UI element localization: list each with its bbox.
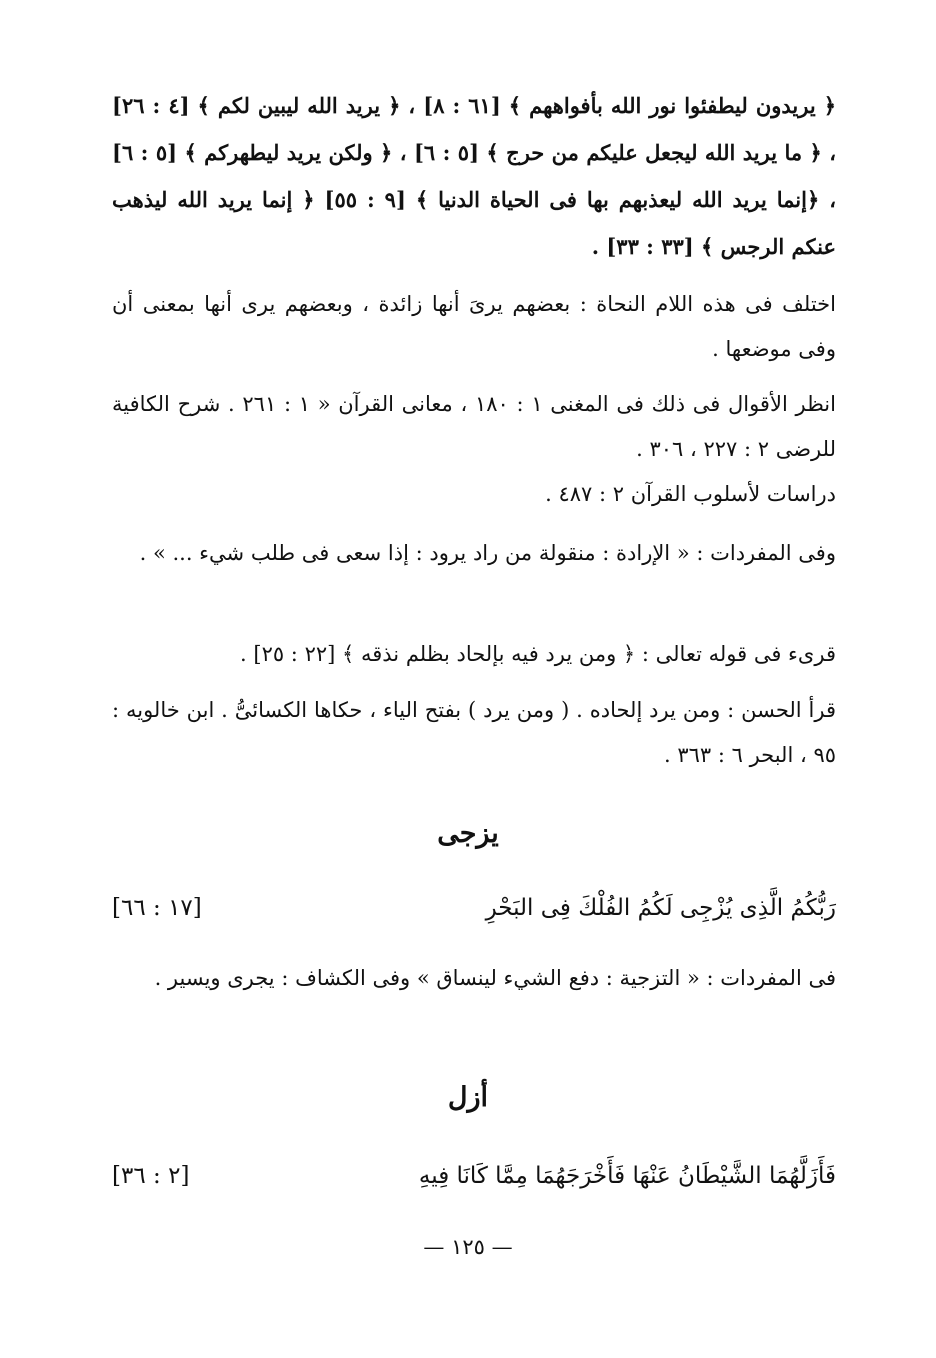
- references-paragraph: انظر الأقوال فى ذلك فى المغنى ١ : ١٨٠ ، معانى القرآن « ١ : ٢٦١ . شرح الكافية للرضى ٢ : ٢٢٧ ، ٣٠٦ .: [112, 392, 836, 461]
- qiraah-source-paragraph: قرأ الحسن : ومن يرد إلحاده . ( ومن يرد ) بفتح الياء ، حكاها الكسائىُّ . ابن خالويه : ٩٥ ، البحر ٦ : ٣٦٣ .: [112, 698, 836, 767]
- grammar-note-paragraph: اختلف فى هذه اللام النحاة : بعضهم يرىَ أنها زائدة ، وبعضهم يرى أنها بمعنى أن وفى موضعها .: [112, 292, 836, 361]
- verse-row: [112, 895, 836, 935]
- section-heading-yuzji: يزجى: [437, 818, 499, 849]
- page-number: — ١٢٥ —: [423, 1235, 513, 1259]
- section-heading-azal: أزل: [447, 1082, 489, 1113]
- quran-citations-paragraph: ﴿ يريدون ليطفئوا نور الله بأفواههم ﴾ [٦١ : ٨] ، ﴿ يريد الله ليبين لكم ﴾ [٤ : ٢٦] ، ﴿ ما يريد الله ليجعل عليكم من حرج ﴾ [٥ : ٦] ، ﴿ ولكن يريد ليطهركم ﴾ [٥ : ٦] ، ﴿إنما يريد الله ليعذبهم بها فى الحياة الدنيا ﴾ [٩ : ٥٥] ﴿ إنما يريد الله ليذهب عنكم الرجس ﴾ [٣٣ : ٣٣] .: [112, 93, 837, 259]
- qiraat-note-paragraph: قرىء فى قوله تعالى : ﴿ ومن يرد فيه بإلحاد بظلم نذقه ﴾ [٢٢ : ٢٥] .: [240, 642, 836, 666]
- verse-row: [112, 1163, 836, 1203]
- references-paragraph-continued: دراسات لأسلوب القرآن ٢ : ٤٨٧ .: [545, 482, 836, 506]
- definition-note-paragraph: فى المفردات : « التزجية : دفع الشيء لينساق » وفى الكشاف : يجرى ويسير .: [154, 966, 836, 990]
- verse-reference: [٢ : ٣٦]: [112, 1163, 190, 1189]
- mufradat-note-paragraph: وفى المفردات : « الإرادة : منقولة من راد يرود : إذا سعى فى طلب شيء ... » .: [139, 541, 836, 565]
- verse-text: فَأَزَلَّهُمَا الشَّيْطَانُ عَنْهَا فَأَخْرَجَهُمَا مِمَّا كَانَا فِيهِ: [418, 1163, 836, 1189]
- verse-reference: [١٧ : ٦٦]: [112, 895, 202, 921]
- verse-text: رَبُّكُمُ الَّذِى يُزْجِى لَكُمُ الفُلْكَ فِى البَحْرِ: [485, 895, 836, 921]
